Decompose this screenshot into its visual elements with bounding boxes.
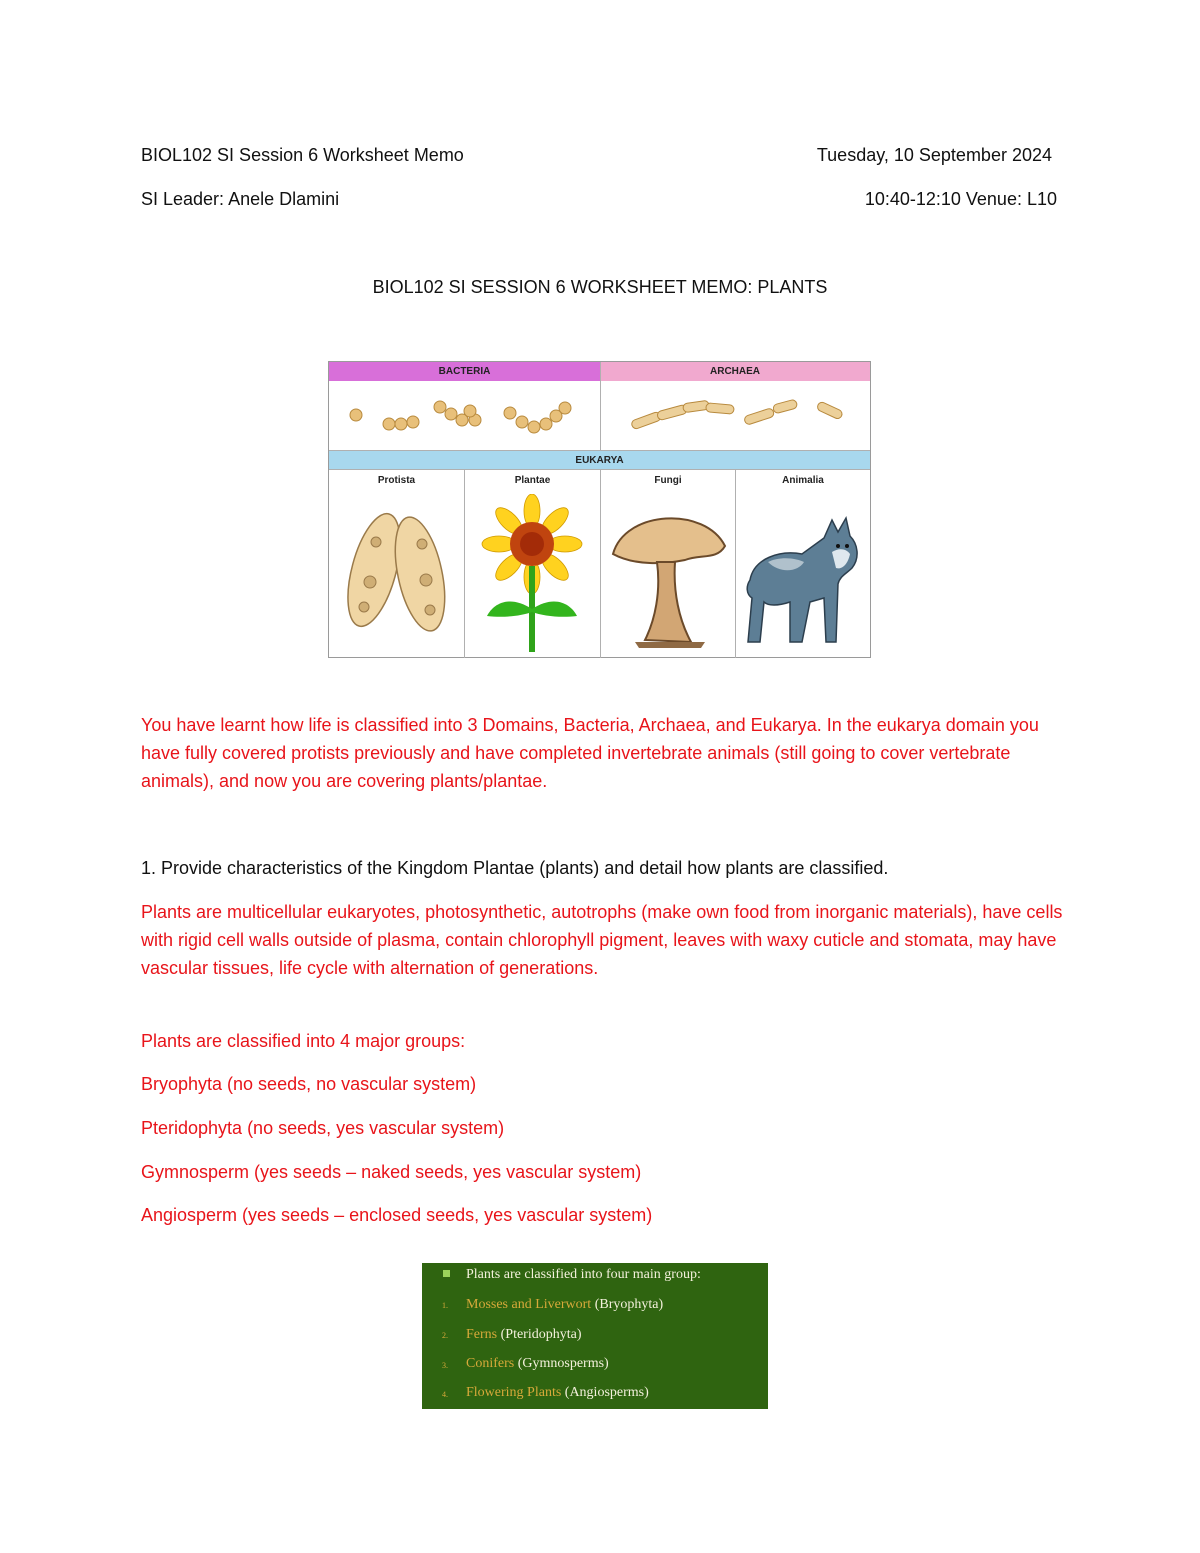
slide-item-number: 1. xyxy=(442,1301,448,1310)
eukarya-header: EUKARYA xyxy=(329,451,870,470)
course-title: BIOL102 SI Session 6 Worksheet Memo xyxy=(141,145,464,165)
slide-item-number: 2. xyxy=(442,1331,448,1340)
question-1: 1. Provide characteristics of the Kingdom Plantae (plants) and detail how plants are classified. xyxy=(141,858,889,878)
plant-groups-slide xyxy=(422,1263,768,1409)
group-angiosperm: Angiosperm (yes seeds – enclosed seeds, yes vascular system) xyxy=(141,1205,653,1225)
kingdom-fungi-label: Fungi xyxy=(654,475,682,486)
bullet-icon xyxy=(443,1270,450,1277)
wolf-illustration xyxy=(740,502,866,652)
archaea-header: ARCHAEA xyxy=(600,362,870,381)
si-leader: SI Leader: Anele Dlamini xyxy=(141,189,340,209)
time-venue: 10:40-12:10 Venue: L10 xyxy=(864,189,1057,209)
archaea-cells-illustration xyxy=(601,382,871,450)
slide-item-angiosperms: Flowering Plants (Angiosperms) xyxy=(466,1385,649,1400)
slide-heading: Plants are classified into four main group: xyxy=(466,1267,701,1282)
group-gymnosperm: Gymnosperm (yes seeds – naked seeds, yes vascular system) xyxy=(141,1162,642,1182)
slide-item-bryophyta: Mosses and Liverwort (Bryophyta) xyxy=(466,1297,664,1312)
slide-item-number: 4. xyxy=(442,1390,448,1399)
kingdom-animalia-label: Animalia xyxy=(782,475,824,486)
slide-item-number: 3. xyxy=(442,1361,448,1370)
group-bryophyta: Bryophyta (no seeds, no vascular system) xyxy=(141,1074,477,1094)
slide-item-pteridophyta: Ferns (Pteridophyta) xyxy=(466,1327,582,1342)
document-title: BIOL102 SI SESSION 6 WORKSHEET MEMO: PLANTS xyxy=(372,277,828,297)
mushroom-illustration xyxy=(605,502,731,652)
protista-illustration xyxy=(334,502,459,652)
bacteria-cells-illustration xyxy=(329,382,600,450)
session-date: Tuesday, 10 September 2024 xyxy=(816,145,1052,165)
kingdom-protista-label: Protista xyxy=(377,475,416,486)
slide-item-gymnosperms: Conifers (Gymnosperms) xyxy=(466,1356,609,1371)
bacteria-header: BACTERIA xyxy=(329,362,600,381)
kingdom-plantae-label: Plantae xyxy=(514,475,551,486)
group-pteridophyta: Pteridophyta (no seeds, yes vascular system) xyxy=(141,1118,505,1138)
answer-1-characteristics: Plants are multicellular eukaryotes, photosynthetic, autotrophs (make own food from inorganic materials), have cells with rigid cell walls outside of plasma, contain chlorophyll pigment, leaves with waxy cuticle and stomata, may have vascular tissues, life cycle with alternation of generations. xyxy=(141,902,1063,978)
intro-paragraph: You have learnt how life is classified into 3 Domains, Bacteria, Archaea, and Eukarya. In the eukarya domain you have fully covered protists previously and have completed invertebrate animals (still going to cover vertebrate animals), and now you are covering plants/plantae. xyxy=(141,715,1039,791)
sunflower-illustration xyxy=(469,494,595,654)
groups-intro: Plants are classified into 4 major groups: xyxy=(141,1031,466,1051)
domains-figure xyxy=(328,361,871,658)
